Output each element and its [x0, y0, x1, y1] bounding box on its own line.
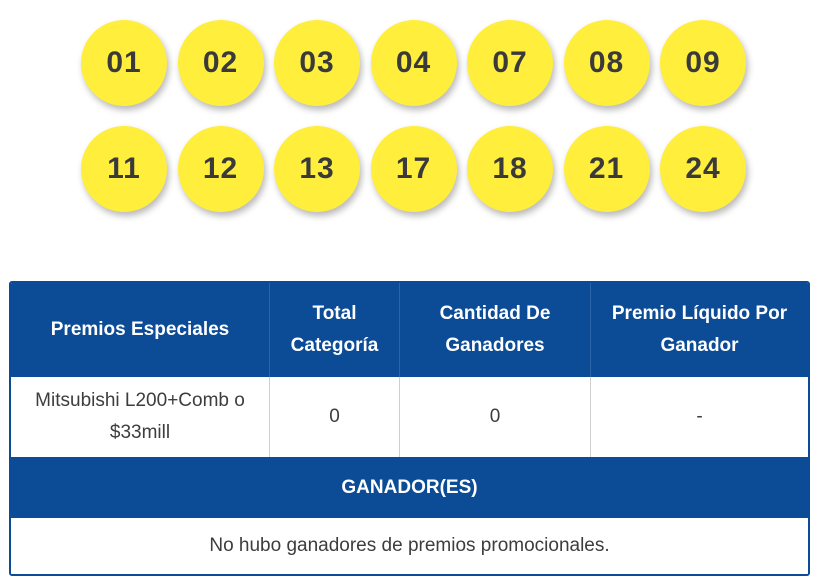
- number-ball: 12: [178, 126, 264, 212]
- header-total-categoria: Total Categoría: [270, 283, 400, 377]
- ball-row-1: [81, 20, 757, 106]
- number-ball: 21: [564, 126, 650, 212]
- number-ball: 11: [81, 126, 167, 212]
- winners-count-cell: 0: [400, 377, 591, 457]
- winners-section-header: GANADOR(ES): [11, 457, 808, 518]
- header-premios-especiales: Premios Especiales: [11, 283, 270, 377]
- number-ball: 24: [660, 126, 746, 212]
- number-ball: 01: [81, 20, 167, 106]
- total-category-cell: 0: [270, 377, 400, 457]
- number-ball: 18: [467, 126, 553, 212]
- special-prizes-table: [9, 281, 810, 576]
- number-ball: 13: [274, 126, 360, 212]
- number-ball: 02: [178, 20, 264, 106]
- number-ball: 04: [371, 20, 457, 106]
- table-header-row: [11, 283, 808, 377]
- number-ball: 08: [564, 20, 650, 106]
- number-ball: 09: [660, 20, 746, 106]
- number-ball: 07: [467, 20, 553, 106]
- net-prize-cell: -: [696, 406, 703, 427]
- number-ball: 17: [371, 126, 457, 212]
- header-premio-liquido: Premio Líquido Por Ganador: [611, 303, 788, 356]
- no-winners-message: No hubo ganadores de premios promocionales.: [11, 518, 808, 574]
- ball-row-2: [81, 126, 757, 212]
- table-row: [11, 377, 808, 457]
- prize-name-cell: Mitsubishi L200+Comb o $33mill: [11, 377, 270, 457]
- number-ball: 03: [274, 20, 360, 106]
- header-cantidad-ganadores: Cantidad De Ganadores: [400, 283, 591, 377]
